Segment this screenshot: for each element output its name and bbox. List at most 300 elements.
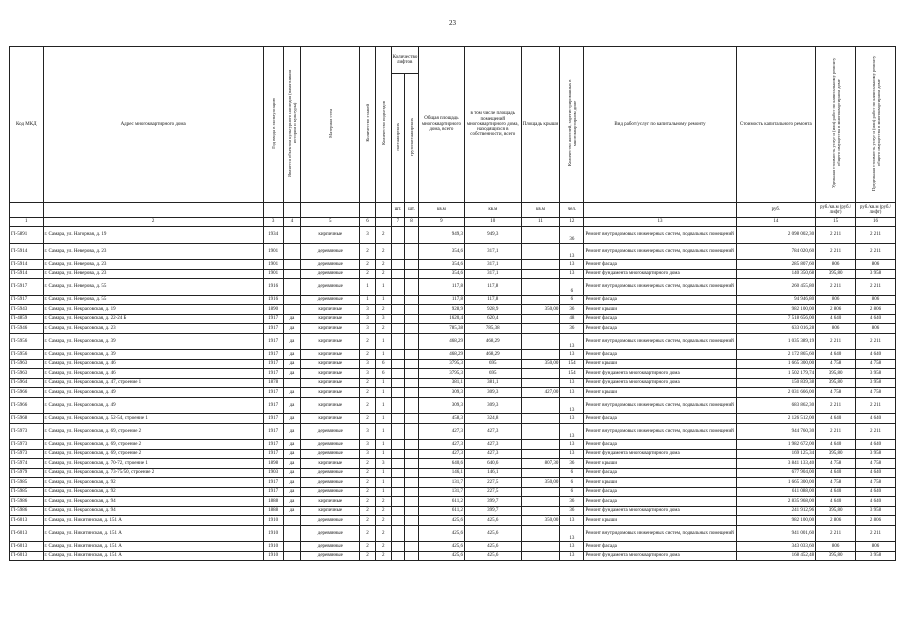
cell-unit-cost: 2 211 bbox=[816, 525, 856, 542]
cell-code: ГІ-5964 bbox=[10, 378, 44, 388]
cell-roof-area bbox=[521, 542, 560, 552]
unit-residents: чел. bbox=[560, 203, 584, 218]
cell-unit-cost: 4 640 bbox=[816, 314, 856, 324]
cell-cost: 1 665 300,00 bbox=[736, 359, 816, 369]
cell-entrances: 1 bbox=[375, 388, 391, 398]
cell-residents: 13 bbox=[560, 333, 584, 350]
cell-cost: 2 835 968,00 bbox=[736, 497, 816, 507]
header-code: Код МКД bbox=[10, 47, 44, 203]
cell-work-type: Ремонт фундамента многоквартирного дома bbox=[584, 506, 736, 516]
cell-premises-area: 468,29 bbox=[464, 350, 521, 360]
cell-lifts-passenger bbox=[391, 378, 405, 388]
cell-work-type: Ремонт крыши bbox=[584, 516, 736, 526]
cell-unit-cost: 4 640 bbox=[816, 497, 856, 507]
cell-cost: 140 350,68 bbox=[736, 269, 816, 279]
cell-cost: 260 455,80 bbox=[736, 279, 816, 296]
cell-roof-area bbox=[521, 260, 560, 270]
cell-lifts-cargo bbox=[405, 449, 419, 459]
cell-cost: 611 088,00 bbox=[736, 487, 816, 497]
cell-cost: 944 760,30 bbox=[736, 423, 816, 440]
cell-roof-area bbox=[521, 314, 560, 324]
cell-address: г. Самара, ул. Некрасовская, д. 46 bbox=[43, 359, 263, 369]
cell-address: г. Самара, ул. Никитинская, д. 151 А bbox=[43, 551, 263, 561]
cell-work-type: Ремонт крыши bbox=[584, 478, 736, 488]
cell-unit-cost: 4 640 bbox=[816, 487, 856, 497]
cell-lifts-passenger bbox=[391, 227, 405, 244]
cell-lifts-cargo bbox=[405, 314, 419, 324]
cell-heritage bbox=[283, 260, 301, 270]
cell-floors: 3 bbox=[360, 227, 376, 244]
table-row bbox=[10, 459, 896, 469]
cell-roof-area bbox=[521, 468, 560, 478]
cell-unit-cost: 806 bbox=[816, 260, 856, 270]
table-row bbox=[10, 350, 896, 360]
cell-cost: 2 031 666,00 bbox=[736, 388, 816, 398]
cell-roof-area bbox=[521, 269, 560, 279]
table-row bbox=[10, 468, 896, 478]
cell-entrances: 1 bbox=[375, 414, 391, 424]
column-number: 13 bbox=[584, 218, 736, 227]
table-row bbox=[10, 551, 896, 561]
cell-lifts-cargo bbox=[405, 359, 419, 369]
cell-address: г. Самара, ул. Некрасовская, д. 46 bbox=[43, 369, 263, 379]
header-address: Адрес многоквартирного дома bbox=[43, 47, 263, 203]
header-unit-cost: Удельная стоимость услуг и (или) работ по капитальному ремонту общего имущества в многоквартирном доме bbox=[816, 47, 856, 203]
cell-address: г. Самара, ул. Некрасовская, д. 73-75/50, строение 2 bbox=[43, 468, 263, 478]
cell-work-type: Ремонт внутридомовых инженерных систем, подвальных помещений bbox=[584, 397, 736, 414]
cell-heritage: да bbox=[283, 414, 301, 424]
cell-roof-area: 350,00 bbox=[521, 305, 560, 315]
cell-lifts-cargo bbox=[405, 279, 419, 296]
cell-premises-area: 227,5 bbox=[464, 487, 521, 497]
cell-total-area: 427,3 bbox=[418, 440, 464, 450]
cell-total-area: 117,8 bbox=[418, 295, 464, 305]
cell-heritage bbox=[283, 279, 301, 296]
cell-entrances: 1 bbox=[375, 295, 391, 305]
cell-entrances: 2 bbox=[375, 525, 391, 542]
cell-total-area: 928,9 bbox=[418, 305, 464, 315]
cell-cost: 1 665 300,00 bbox=[736, 478, 816, 488]
cell-total-area: 640,6 bbox=[418, 459, 464, 469]
table-row bbox=[10, 397, 896, 414]
header-cost: Стоимость капитального ремонта bbox=[736, 47, 816, 203]
cell-year: 1917 bbox=[263, 397, 283, 414]
cell-premises-area: 949,3 bbox=[464, 227, 521, 244]
cell-unit-cost: 4 758 bbox=[816, 388, 856, 398]
table-header bbox=[10, 47, 896, 227]
cell-code: ГІ-5943 bbox=[10, 305, 44, 315]
cell-code: ГІ-5966 bbox=[10, 397, 44, 414]
cell-entrances: 2 bbox=[375, 542, 391, 552]
cell-lifts-passenger bbox=[391, 487, 405, 497]
cell-lifts-passenger bbox=[391, 423, 405, 440]
cell-work-type: Ремонт фасада bbox=[584, 542, 736, 552]
cell-premises-area: 427,3 bbox=[464, 440, 521, 450]
cell-year: 1917 bbox=[263, 359, 283, 369]
cell-floors: 2 bbox=[360, 551, 376, 561]
cell-roof-area bbox=[521, 487, 560, 497]
cell-year: 1917 bbox=[263, 350, 283, 360]
cell-wall-material: деревянные bbox=[301, 260, 360, 270]
cell-unit-cost: 4 640 bbox=[816, 440, 856, 450]
cell-address: г. Самара, ул. Некрасовская, д. 69, строение 2 bbox=[43, 423, 263, 440]
cell-lifts-cargo bbox=[405, 227, 419, 244]
cell-address: г. Самара, ул. Нагорная, д. 19 bbox=[43, 227, 263, 244]
cell-heritage: да bbox=[283, 314, 301, 324]
cell-floors: 2 bbox=[360, 459, 376, 469]
cell-cost: 1 502 179,74 bbox=[736, 369, 816, 379]
cell-residents: 13 bbox=[560, 414, 584, 424]
cell-roof-area bbox=[521, 414, 560, 424]
unit-max-cost: руб./кв.м (руб./лифт) bbox=[856, 203, 896, 218]
cell-heritage: да bbox=[283, 423, 301, 440]
cell-heritage: да bbox=[283, 440, 301, 450]
cell-lifts-cargo bbox=[405, 487, 419, 497]
cell-floors: 2 bbox=[360, 525, 376, 542]
cell-unit-cost: 395,80 bbox=[816, 506, 856, 516]
header-lifts-passenger: пассажирских bbox=[391, 74, 405, 203]
cell-total-area: 381,1 bbox=[418, 378, 464, 388]
cell-entrances: 1 bbox=[375, 478, 391, 488]
column-numbers-row bbox=[10, 218, 896, 227]
cell-floors: 3 bbox=[360, 305, 376, 315]
cell-unit-cost: 395,80 bbox=[816, 551, 856, 561]
cell-lifts-cargo bbox=[405, 388, 419, 398]
cell-max-cost: 3 958 bbox=[856, 369, 896, 379]
cell-code: ГІ-5956 bbox=[10, 333, 44, 350]
cell-max-cost: 806 bbox=[856, 542, 896, 552]
cell-year: 1917 bbox=[263, 423, 283, 440]
cell-work-type: Ремонт внутридомовых инженерных систем, подвальных помещений bbox=[584, 279, 736, 296]
cell-total-area: 117,8 bbox=[418, 279, 464, 296]
cell-wall-material: кирпичные bbox=[301, 388, 360, 398]
table-row bbox=[10, 449, 896, 459]
cell-floors: 2 bbox=[360, 506, 376, 516]
cell-max-cost: 3 958 bbox=[856, 449, 896, 459]
cell-max-cost: 4 758 bbox=[856, 388, 896, 398]
unit-total-area: кв.м bbox=[418, 203, 464, 218]
cell-max-cost: 4 640 bbox=[856, 314, 896, 324]
cell-work-type: Ремонт фасада bbox=[584, 314, 736, 324]
cell-wall-material: деревянные bbox=[301, 525, 360, 542]
column-number: 9 bbox=[418, 218, 464, 227]
cell-premises-area: 309,3 bbox=[464, 388, 521, 398]
cell-residents: 6 bbox=[560, 295, 584, 305]
cell-max-cost: 2 211 bbox=[856, 243, 896, 260]
cell-total-area: 3795,3 bbox=[418, 369, 464, 379]
unit-lifts-cargo: шт. bbox=[405, 203, 419, 218]
cell-premises-area: 785,38 bbox=[464, 324, 521, 334]
table-row bbox=[10, 487, 896, 497]
cell-roof-area bbox=[521, 227, 560, 244]
table-row bbox=[10, 414, 896, 424]
table-row bbox=[10, 359, 896, 369]
cell-unit-cost: 2 806 bbox=[816, 516, 856, 526]
cell-year: 1901 bbox=[263, 260, 283, 270]
cell-roof-area bbox=[521, 525, 560, 542]
cell-year: 1901 bbox=[263, 269, 283, 279]
cell-floors: 2 bbox=[360, 333, 376, 350]
cell-wall-material: кирпичные bbox=[301, 506, 360, 516]
cell-cost: 941 001,60 bbox=[736, 525, 816, 542]
cell-wall-material: кирпичные bbox=[301, 397, 360, 414]
cell-year: 1917 bbox=[263, 440, 283, 450]
cell-max-cost: 3 958 bbox=[856, 269, 896, 279]
cell-unit-cost: 395,80 bbox=[816, 369, 856, 379]
header-residents: Количество жителей, зарегистрированных в многоквартирном доме bbox=[560, 47, 584, 203]
cell-premises-area: 425,6 bbox=[464, 525, 521, 542]
cell-roof-area bbox=[521, 324, 560, 334]
cell-year: 1910 bbox=[263, 516, 283, 526]
cell-address: г. Самара, ул. Некрасовская, д. 94 bbox=[43, 497, 263, 507]
cell-roof-area: 350,00 bbox=[521, 478, 560, 488]
table-row bbox=[10, 378, 896, 388]
cell-address: г. Самара, ул. Некрасовская, д. 92 bbox=[43, 487, 263, 497]
cell-work-type: Ремонт фасада bbox=[584, 260, 736, 270]
cell-floors: 2 bbox=[360, 397, 376, 414]
cell-total-area: 354,6 bbox=[418, 260, 464, 270]
cell-roof-area: 350,00 bbox=[521, 359, 560, 369]
cell-premises-area: 227,5 bbox=[464, 478, 521, 488]
cell-lifts-passenger bbox=[391, 414, 405, 424]
cell-lifts-passenger bbox=[391, 468, 405, 478]
cell-unit-cost: 2 806 bbox=[816, 305, 856, 315]
table-row bbox=[10, 243, 896, 260]
cell-address: г. Самара, ул. Некрасовская, д. 19 bbox=[43, 305, 263, 315]
cell-lifts-passenger bbox=[391, 295, 405, 305]
header-year: Год ввода в эксплуатацию bbox=[263, 47, 283, 203]
table-row bbox=[10, 369, 896, 379]
cell-address: г. Самара, ул. Некрасовская, д. 52-54, строение 1 bbox=[43, 414, 263, 424]
cell-wall-material: деревянные bbox=[301, 516, 360, 526]
cell-address: г. Самара, ул. Некрасовская, д. 39 bbox=[43, 333, 263, 350]
cell-heritage bbox=[283, 305, 301, 315]
cell-code: ГІ-5974 bbox=[10, 459, 44, 469]
cell-work-type: Ремонт фасада bbox=[584, 497, 736, 507]
cell-total-area: 427,3 bbox=[418, 449, 464, 459]
capital-repair-table bbox=[9, 46, 896, 561]
cell-lifts-cargo bbox=[405, 440, 419, 450]
cell-work-type: Ремонт крыши bbox=[584, 388, 736, 398]
table-row bbox=[10, 305, 896, 315]
cell-code: ГІ-5956 bbox=[10, 350, 44, 360]
cell-unit-cost: 395,80 bbox=[816, 269, 856, 279]
cell-premises-area: 399,7 bbox=[464, 506, 521, 516]
column-number: 14 bbox=[736, 218, 816, 227]
table-row bbox=[10, 506, 896, 516]
cell-work-type: Ремонт внутридомовых инженерных систем, подвальных помещений bbox=[584, 243, 736, 260]
cell-lifts-passenger bbox=[391, 314, 405, 324]
cell-total-area: 425,6 bbox=[418, 551, 464, 561]
cell-lifts-cargo bbox=[405, 269, 419, 279]
cell-premises-area: 317,1 bbox=[464, 260, 521, 270]
header-lifts-cargo: грузопассажирских bbox=[405, 74, 419, 203]
cell-unit-cost: 806 bbox=[816, 324, 856, 334]
cell-unit-cost: 395,80 bbox=[816, 378, 856, 388]
cell-heritage bbox=[283, 551, 301, 561]
cell-address: г. Самара, ул. Некрасовская, д. 92 bbox=[43, 478, 263, 488]
cell-roof-area bbox=[521, 423, 560, 440]
cell-total-area: 309,3 bbox=[418, 388, 464, 398]
cell-code: ГІ-5973 bbox=[10, 449, 44, 459]
cell-code: ГІ-5973 bbox=[10, 423, 44, 440]
cell-code: ГІ-5985 bbox=[10, 487, 44, 497]
unit-unit-cost: руб./кв.м (руб./лифт) bbox=[816, 203, 856, 218]
cell-lifts-cargo bbox=[405, 378, 419, 388]
cell-address: г. Самара, ул. Никитинская, д. 151 А bbox=[43, 516, 263, 526]
cell-premises-area: 425,6 bbox=[464, 542, 521, 552]
header-roof-area: Площадь крыши bbox=[521, 47, 560, 203]
cell-work-type: Ремонт внутридомовых инженерных систем, подвальных помещений bbox=[584, 525, 736, 542]
cell-residents: 6 bbox=[560, 468, 584, 478]
cell-year: 1917 bbox=[263, 314, 283, 324]
unit-roof-area: кв.м bbox=[521, 203, 560, 218]
table-row bbox=[10, 497, 896, 507]
cell-lifts-passenger bbox=[391, 359, 405, 369]
cell-year: 1917 bbox=[263, 324, 283, 334]
cell-residents: 6 bbox=[560, 478, 584, 488]
cell-wall-material: кирпичные bbox=[301, 324, 360, 334]
cell-residents: 6 bbox=[560, 279, 584, 296]
cell-max-cost: 806 bbox=[856, 295, 896, 305]
cell-wall-material: деревянные bbox=[301, 478, 360, 488]
cell-residents: 13 bbox=[560, 440, 584, 450]
cell-residents: 48 bbox=[560, 314, 584, 324]
cell-code: ГІ-5917 bbox=[10, 295, 44, 305]
cell-premises-area: 317,1 bbox=[464, 243, 521, 260]
cell-roof-area: 807,30 bbox=[521, 459, 560, 469]
header-wall-material: Материал стен bbox=[301, 47, 360, 203]
cell-wall-material: деревянные bbox=[301, 542, 360, 552]
cell-year: 1910 bbox=[263, 525, 283, 542]
cell-heritage: да bbox=[283, 506, 301, 516]
cell-heritage: да bbox=[283, 497, 301, 507]
cell-cost: 982 100,00 bbox=[736, 516, 816, 526]
cell-max-cost: 2 211 bbox=[856, 525, 896, 542]
cell-address: г. Самара, ул. Некрасовская, д. 23 bbox=[43, 324, 263, 334]
cell-cost: 2 098 002,30 bbox=[736, 227, 816, 244]
cell-max-cost: 4 640 bbox=[856, 414, 896, 424]
cell-lifts-passenger bbox=[391, 260, 405, 270]
cell-residents: 36 bbox=[560, 459, 584, 469]
cell-lifts-passenger bbox=[391, 440, 405, 450]
cell-lifts-cargo bbox=[405, 459, 419, 469]
cell-premises-area: 695 bbox=[464, 359, 521, 369]
cell-code: ГІ-5963 bbox=[10, 359, 44, 369]
cell-total-area: 1620,4 bbox=[418, 314, 464, 324]
cell-heritage: да bbox=[283, 333, 301, 350]
cell-premises-area: 928,9 bbox=[464, 305, 521, 315]
cell-work-type: Ремонт фундамента многоквартирного дома bbox=[584, 449, 736, 459]
column-number: 2 bbox=[43, 218, 263, 227]
cell-unit-cost: 4 640 bbox=[816, 350, 856, 360]
cell-work-type: Ремонт внутридомовых инженерных систем, подвальных помещений bbox=[584, 423, 736, 440]
cell-total-area: 425,6 bbox=[418, 516, 464, 526]
cell-entrances: 2 bbox=[375, 305, 391, 315]
table-row bbox=[10, 440, 896, 450]
cell-cost: 285 807,60 bbox=[736, 260, 816, 270]
cell-residents: 13 bbox=[560, 260, 584, 270]
cell-wall-material: кирпичные bbox=[301, 314, 360, 324]
cell-address: г. Самара, ул. Некрасовская, д. 22-24 Б bbox=[43, 314, 263, 324]
cell-residents: 13 bbox=[560, 243, 584, 260]
cell-total-area: 425,6 bbox=[418, 525, 464, 542]
cell-lifts-cargo bbox=[405, 478, 419, 488]
cell-floors: 2 bbox=[360, 388, 376, 398]
cell-year: 1888 bbox=[263, 497, 283, 507]
cell-total-area: 3795,3 bbox=[418, 359, 464, 369]
cell-entrances: 1 bbox=[375, 350, 391, 360]
cell-entrances: 2 bbox=[375, 497, 391, 507]
cell-lifts-passenger bbox=[391, 551, 405, 561]
cell-residents: 154 bbox=[560, 359, 584, 369]
cell-year: 1917 bbox=[263, 449, 283, 459]
cell-floors: 2 bbox=[360, 243, 376, 260]
cell-address: г. Самара, ул. Неверова, д. 55 bbox=[43, 295, 263, 305]
cell-residents: 13 bbox=[560, 269, 584, 279]
header-lifts: Количество лифтов bbox=[391, 47, 418, 74]
cell-residents: 13 bbox=[560, 423, 584, 440]
cell-residents: 36 bbox=[560, 305, 584, 315]
cell-address: г. Самара, ул. Некрасовская, д. 49 bbox=[43, 388, 263, 398]
cell-entrances: 2 bbox=[375, 243, 391, 260]
cell-cost: 1 035 389,19 bbox=[736, 333, 816, 350]
table-body bbox=[10, 227, 896, 561]
cell-address: г. Самара, ул. Неверова, д. 23 bbox=[43, 269, 263, 279]
cell-entrances: 1 bbox=[375, 397, 391, 414]
column-number: 8 bbox=[405, 218, 419, 227]
cell-residents: 13 bbox=[560, 516, 584, 526]
cell-cost: 784 020,60 bbox=[736, 243, 816, 260]
cell-floors: 1 bbox=[360, 295, 376, 305]
cell-year: 1888 bbox=[263, 506, 283, 516]
cell-lifts-passenger bbox=[391, 497, 405, 507]
cell-max-cost: 806 bbox=[856, 260, 896, 270]
cell-lifts-cargo bbox=[405, 350, 419, 360]
cell-lifts-cargo bbox=[405, 497, 419, 507]
cell-lifts-cargo bbox=[405, 333, 419, 350]
table-row bbox=[10, 314, 896, 324]
cell-roof-area bbox=[521, 551, 560, 561]
cell-heritage: да bbox=[283, 388, 301, 398]
cell-heritage bbox=[283, 269, 301, 279]
column-number: 11 bbox=[521, 218, 560, 227]
cell-roof-area bbox=[521, 440, 560, 450]
header-premises-area: в том числе площадь помещений многоквартирного дома, находящихся в собственности, всего bbox=[464, 47, 521, 203]
cell-roof-area bbox=[521, 397, 560, 414]
cell-max-cost: 2 211 bbox=[856, 279, 896, 296]
cell-entrances: 2 bbox=[375, 260, 391, 270]
cell-cost: 241 912,96 bbox=[736, 506, 816, 516]
column-number: 3 bbox=[263, 218, 283, 227]
cell-heritage: да bbox=[283, 487, 301, 497]
cell-wall-material: кирпичные bbox=[301, 333, 360, 350]
cell-max-cost: 4 640 bbox=[856, 468, 896, 478]
cell-heritage: да bbox=[283, 478, 301, 488]
cell-code: ГІ-5914 bbox=[10, 260, 44, 270]
cell-unit-cost: 4 758 bbox=[816, 359, 856, 369]
cell-cost: 982 100,00 bbox=[736, 305, 816, 315]
cell-lifts-passenger bbox=[391, 449, 405, 459]
cell-total-area: 131,7 bbox=[418, 487, 464, 497]
cell-unit-cost: 4 640 bbox=[816, 414, 856, 424]
cell-work-type: Ремонт фасада bbox=[584, 440, 736, 450]
cell-max-cost: 4 640 bbox=[856, 440, 896, 450]
cell-wall-material: кирпичные bbox=[301, 369, 360, 379]
cell-cost: 150 839,38 bbox=[736, 378, 816, 388]
cell-lifts-passenger bbox=[391, 459, 405, 469]
cell-total-area: 354,6 bbox=[418, 269, 464, 279]
